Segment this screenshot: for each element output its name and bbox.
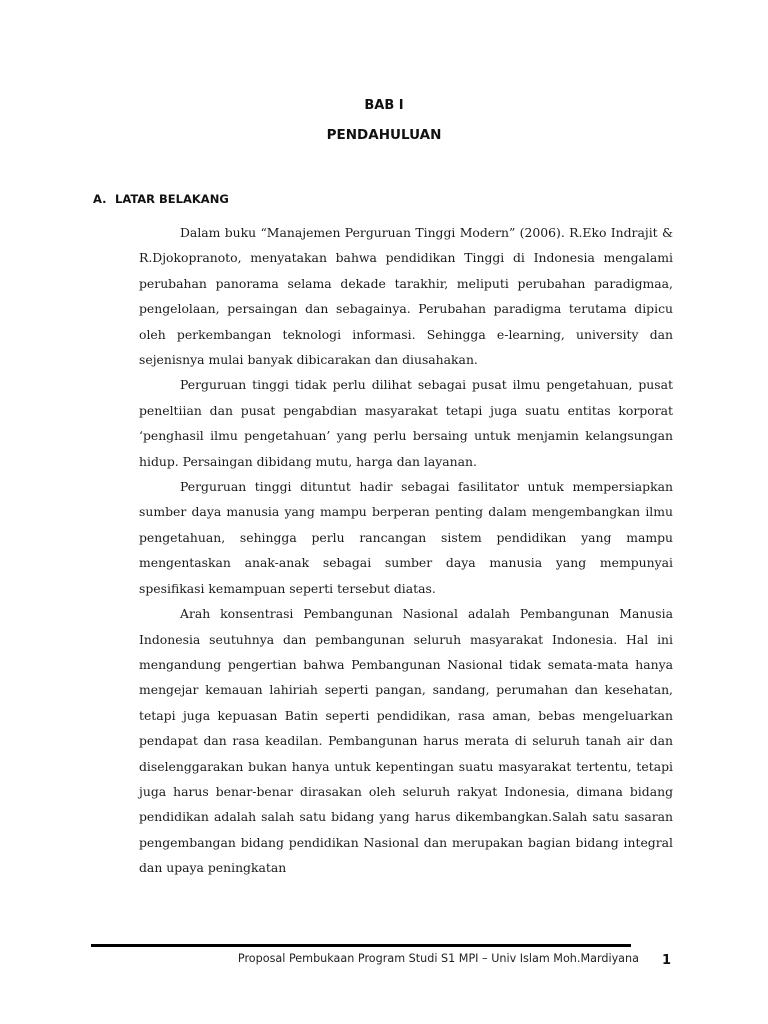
paragraph: Perguruan tinggi dituntut hadir sebagai fasilitator untuk mempersiapkan sumber daya manusia yang mampu berperan penting dalam mengembangkan ilmu pengetahuan, sehingga perlu rancangan sistem pendidikan yang mampu mengentaskan anak-anak sebagai sumber daya manusia yang mempunyai spesifikasi kemampuan seperti tersebut diatas. xyxy=(139,479,673,596)
page-number: 1 xyxy=(662,953,672,968)
paragraph: Arah konsentrasi Pembangunan Nasional adalah Pembangunan Manusia Indonesia seutuhnya dan pembangunan seluruh masyarakat Indonesia. Hal ini mengandung pengertian bahwa Pembangunan Nasional tidak semata-mata hanya mengejar kemauan lahiriah seperti pangan, sandang, perumahan dan kesehatan, tetapi juga kepuasan Batin seperti pendidikan, rasa aman, bebas mengeluarkan pendapat dan rasa keadilan. Pembangunan harus merata di seluruh tanah air dan diselenggarakan bukan hanya untuk kepentingan suatu masyarakat tertentu, tetapi juga harus benar-benar dirasakan oleh seluruh rakyat Indonesia, dimana bidang pendidikan adalah salah satu bidang yang harus dikembangkan.Salah satu sasaran pengembangan bidang pendidikan Nasional dan merupakan bagian bidang integral dan upaya peningkatan xyxy=(139,606,673,876)
chapter-number: BAB I xyxy=(364,98,404,113)
footer-divider xyxy=(91,944,631,947)
footer-text: Proposal Pembukaan Program Studi S1 MPI – Univ Islam Moh.Mardiyana xyxy=(237,952,639,965)
section-title: LATAR BELAKANG xyxy=(115,192,229,206)
chapter-title: PENDAHULUAN xyxy=(326,127,442,143)
paragraph: Dalam buku “Manajemen Perguruan Tinggi Modern” (2006). R.Eko Indrajit & R.Djokopranoto, menyatakan bahwa pendidikan Tinggi di Indonesia mengalami perubahan panorama selama dekade tarakhir, meliputi perubahan paradigmaa, pengelolaan, persaingan dan sebagainya. Perubahan paradigma terutama dipicu oleh perkembangan teknologi informasi. Sehingga e-learning, university dan sejenisnya mulai banyak dibicarakan dan diusahakan. xyxy=(139,225,673,368)
section-number: A. xyxy=(93,192,107,206)
section-heading xyxy=(93,192,229,206)
paragraph: Perguruan tinggi tidak perlu dilihat sebagai pusat ilmu pengetahuan, pusat peneltiian dan pusat pengabdian masyarakat tetapi juga suatu entitas korporat ‘penghasil ilmu pengetahuan’ yang perlu bersaing untuk menjamin kelangsungan hidup. Persaingan dibidang mutu, harga dan layanan. xyxy=(139,377,673,469)
body-text xyxy=(139,220,673,881)
